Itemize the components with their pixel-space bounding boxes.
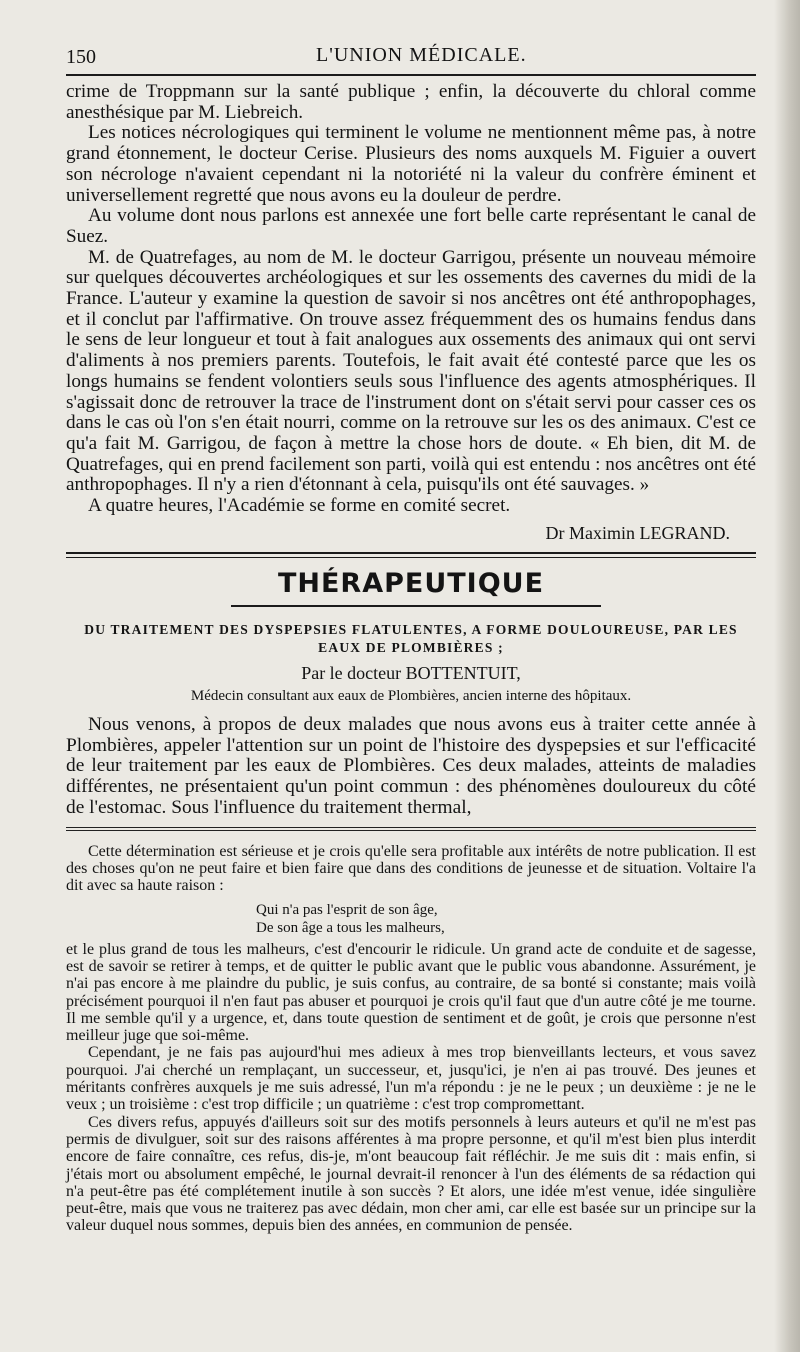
- academy-report: [66, 82, 756, 517]
- article-byline: Par le docteur BOTTENTUIT,: [301, 662, 521, 683]
- running-title: L'UNION MÉDICALE.: [316, 44, 527, 66]
- paragraph-quatrefages: M. de Quatrefages, au nom de M. le docteur Garrigou, présente un nouveau mémoire sur quelques découvertes archéologiques et sur les ossements des cavernes du midi de la France. L'auteur y examine la question de savoir si nos ancêtres ont été anthropophages, et il conclut par l'affirmative. On trouve assez fréquemment des os humains fendus dans le sens de leur longueur et tout à fait analogues aux ossements des animaux qui ont servi d'aliments à nos premiers parents. Toutefois, le fait avait été contesté parce que les os longs humains se fendent volontiers seuls sous l'influence des agents atmosphériques. Il s'agissait donc de retrouver la trace de l'instrument dont on s'était servi pour casser ces os dans le cas où l'on s'en était nourri, comme on la retrouve sur les os des animaux. C'est ce qu'a fait M. Garrigou, de façon à mettre la chose hors de doute. « Eh bien, dit M. de Quatrefages, qui en prend facilement son parti, voilà qui est entendu : nos ancêtres ont été anthropophages. Il n'y a rien d'étonnant à cela, puisqu'ils ont été sauvages. »: [66, 246, 756, 496]
- feuilleton-paragraph-4: Ces divers refus, appuyés d'ailleurs soit sur des motifs personnels à leurs auteurs et qu'il ne m'est pas permis de divulguer, soit sur des raisons afférentes à ma propre personne, et qu'il m'est bien plus interdit encore de faire connaître, ces refus, dis-je, m'ont beaucoup fait réfléchir. Je me suis dit : mais enfin, si j'étais mort ou absolument empêché, le journal devrait-il renoncer à l'un des éléments de sa rédaction qui n'a peut-être pas été complétement inutile à son succès ? Et alors, une idée m'est venue, idée singulière peut-être, mais que vous ne traiterez pas avec dédain, mon cher ami, car elle est basée sur un principe sur la valeur duquel nous sommes, depuis bien des années, en communion de pensée.: [66, 1113, 756, 1235]
- voltaire-quote: [256, 901, 756, 937]
- feuilleton-paragraph-2: et le plus grand de tous les malheurs, c'est d'encourir le ridicule. Un grand acte de conduite et de sagesse, est de savoir se retirer à temps, et de quitter le public avant que le public vous abandonne. Assurément, je n'ai pas encore à me plaindre du public, je suis confus, au contraire, de sa bonté si constante; mais voilà précisément pourquoi il n'en faut pas abuser et pourquoi je crois qu'il faut que d'un autre côté je me tourne. Il me semble qu'il y a urgence, et, dans toute question de sentiment et de goût, je crois que personne n'est meilleur juge que soi-même.: [66, 940, 756, 1045]
- author-signature: Dr Maximin LEGRAND.: [545, 522, 730, 543]
- feuilleton-separator: [66, 827, 756, 831]
- section-divider: [66, 552, 756, 558]
- article-intro: [66, 715, 756, 819]
- feuilleton-text: [66, 843, 756, 1235]
- running-head: [66, 40, 756, 72]
- verse-line-1: Qui n'a pas l'esprit de son âge,: [256, 901, 438, 918]
- paragraph-secret-committee: A quatre heures, l'Académie se forme en comité secret.: [88, 495, 511, 517]
- article-title-line-2: EAUX DE PLOMBIÈRES ;: [318, 639, 504, 655]
- article-title-line-1: DU TRAITEMENT DES DYSPEPSIES FLATULENTES, A FORME DOULOUREUSE, PAR LES: [84, 621, 738, 637]
- author-affiliation: Médecin consultant aux eaux de Plombières, ancien interne des hôpitaux.: [190, 687, 632, 704]
- article-title: [66, 621, 756, 657]
- feuilleton-paragraph-1: Cette détermination est sérieuse et je crois qu'elle sera profitable aux intérêts de notre publication. Il est des choses qu'on ne peut faire et bien faire que dans des conditions de jeunesse et de situation. Voltaire l'a dit avec sa haute raison :: [66, 842, 756, 895]
- paragraph-troppmann: crime de Troppmann sur la santé publique ; enfin, la découverte du chloral comme anesthésique par M. Liebreich.: [66, 81, 756, 123]
- section-title: THÉRAPEUTIQUE: [277, 567, 545, 599]
- title-underline: [231, 605, 601, 607]
- header-rule: [66, 74, 756, 76]
- intro-paragraph: Nous venons, à propos de deux malades que nous avons eus à traiter cette année à Plombières, appeler l'attention sur un point de l'histoire des dyspepsies et sur l'efficacité de leur traitement par les eaux de Plombières. Ces deux malades, atteints de maladies différentes, ne présentaient qu'un point commun : des phénomènes douloureux du côté de l'estomac. Sous l'influence du traitement thermal,: [66, 713, 756, 818]
- feuilleton-paragraph-3: Cependant, je ne fais pas aujourd'hui mes adieux à mes trop bienveillants lecteurs, et vous savez pourquoi. J'ai cherché un remplaçant, un successeur, et, jusqu'ici, je n'en ai pas trouvé. Des jeunes et méritants confrères auxquels je me suis adressé, l'un m'a répondu : je ne le peux ; un deuxième : je ne le veux ; un troisième : c'est trop difficile ; un quatrième : c'est trop compromettant.: [66, 1044, 756, 1114]
- page-number: 150: [66, 46, 96, 68]
- paragraph-necrology: Les notices nécrologiques qui terminent le volume ne mentionnent même pas, à notre grand étonnement, le docteur Cerise. Plusieurs des noms auxquels M. Figuier a ouvert son nécrologe n'avaient cependant ni la notoriété ni la valeur du confrère éminent et universellement regretté que nous avons eu la douleur de perdre.: [66, 122, 756, 206]
- paragraph-suez-map: Au volume dont nous parlons est annexée une fort belle carte représentant le canal de Suez.: [66, 205, 756, 247]
- page-edge-shadow: [774, 0, 800, 1352]
- verse-line-2: De son âge a tous les malheurs,: [256, 919, 445, 936]
